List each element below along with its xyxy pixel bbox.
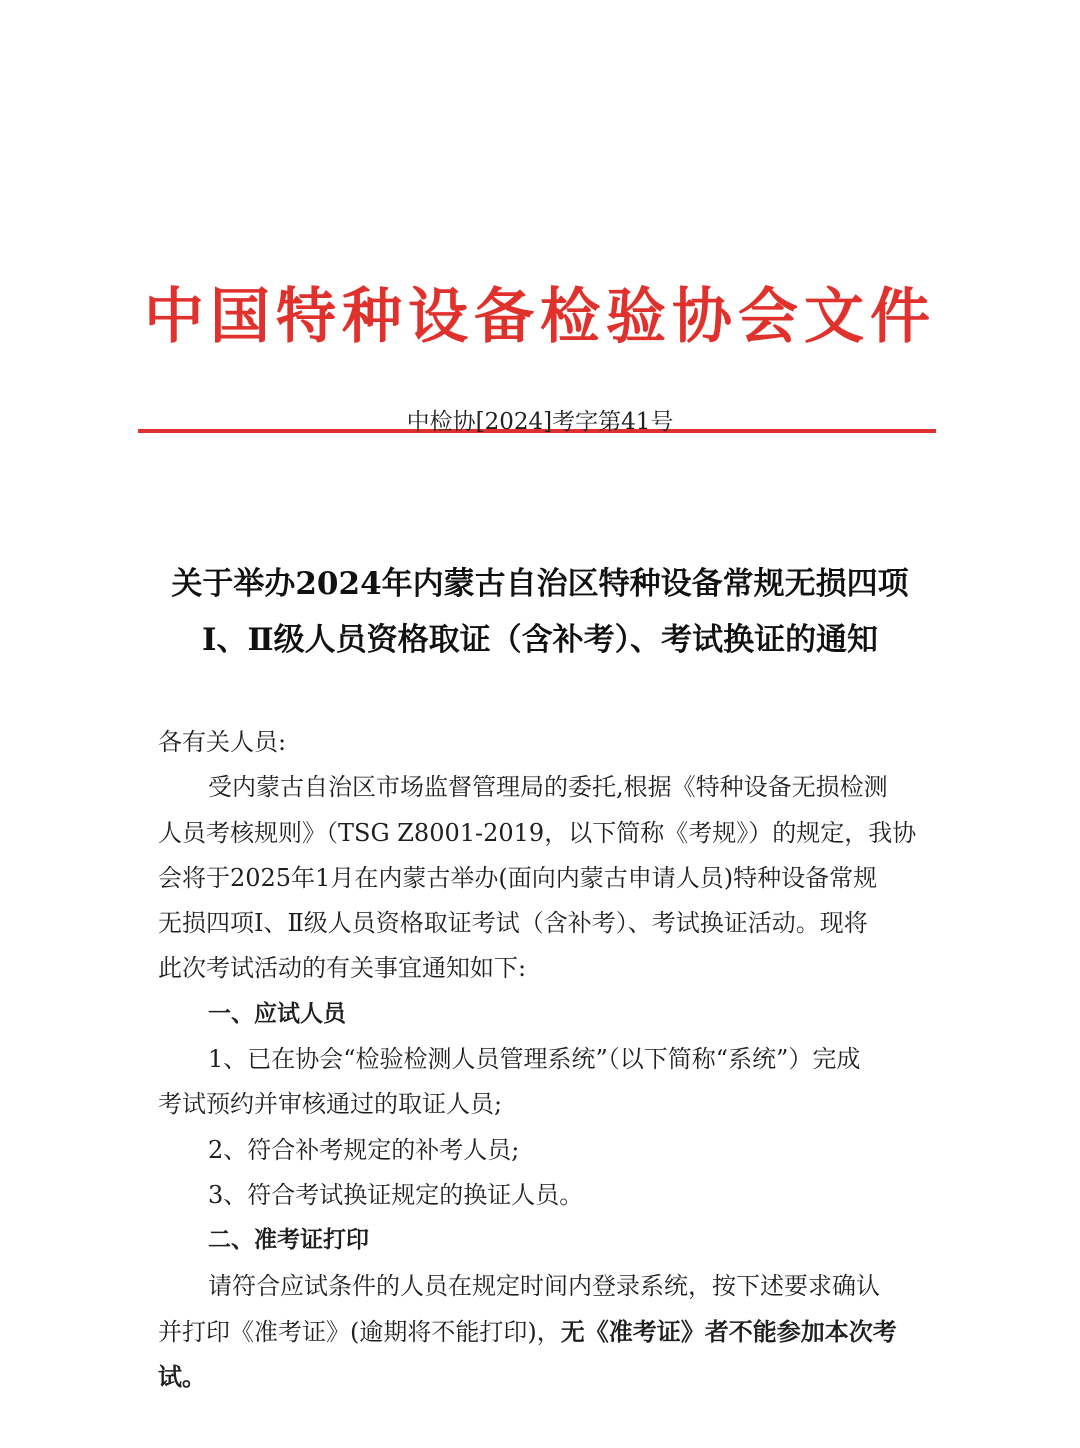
- organization-header-title: 中国特种设备检验协会文件: [144, 282, 936, 352]
- section-2-line-2: [158, 1309, 924, 1354]
- intro-line-2: 人员考核规则》（TSG Z8001-2019，以下简称《考规》）的规定，我协: [158, 818, 917, 847]
- document-number: 中检协[2024]考字第41号: [406, 409, 674, 435]
- intro-line-4: 无损四项Ⅰ、Ⅱ级人员资格取证考试（含补考）、考试换证活动。现将: [158, 909, 868, 938]
- section-2-line-3: 试。: [158, 1362, 206, 1392]
- notice-title-line-2: Ⅰ、Ⅱ级人员资格取证（含补考）、考试换证的通知: [201, 622, 879, 658]
- section-2-line-2-bold: 无《准考证》者不能参加本次考: [560, 1316, 897, 1346]
- section-1-item-1: 1、已在协会“检验检测人员管理系统”（以下简称“系统”）完成: [208, 1045, 861, 1074]
- notice-body: [158, 720, 924, 1399]
- section-1-item-2: 2、符合补考规定的补考人员;: [208, 1135, 520, 1164]
- notice-title: [0, 556, 1080, 668]
- intro-line-1: 受内蒙古自治区市场监督管理局的委托,根据《特种设备无损检测: [208, 773, 888, 802]
- intro-line-3: 会将于2025年1月在内蒙古举办(面向内蒙古申请人员)特种设备常规: [158, 863, 878, 892]
- section-1-item-3: 3、符合考试换证规定的换证人员。: [208, 1180, 584, 1209]
- section-1-item-1-cont: 考试预约并审核通过的取证人员;: [158, 1090, 503, 1119]
- section-1-heading: 一、应试人员: [208, 1000, 346, 1027]
- intro-line-5: 此次考试活动的有关事宜通知如下:: [158, 954, 527, 983]
- section-2-line-1: 请符合应试条件的人员在规定时间内登录系统，按下述要求确认: [208, 1271, 880, 1300]
- section-2-line-2-normal: 并打印《准考证》(逾期将不能打印)，: [158, 1317, 561, 1346]
- section-2-heading: 二、准考证打印: [208, 1227, 369, 1254]
- notice-title-line-1: 关于举办2024年内蒙古自治区特种设备常规无损四项: [171, 566, 909, 602]
- salutation: 各有关人员:: [158, 728, 287, 756]
